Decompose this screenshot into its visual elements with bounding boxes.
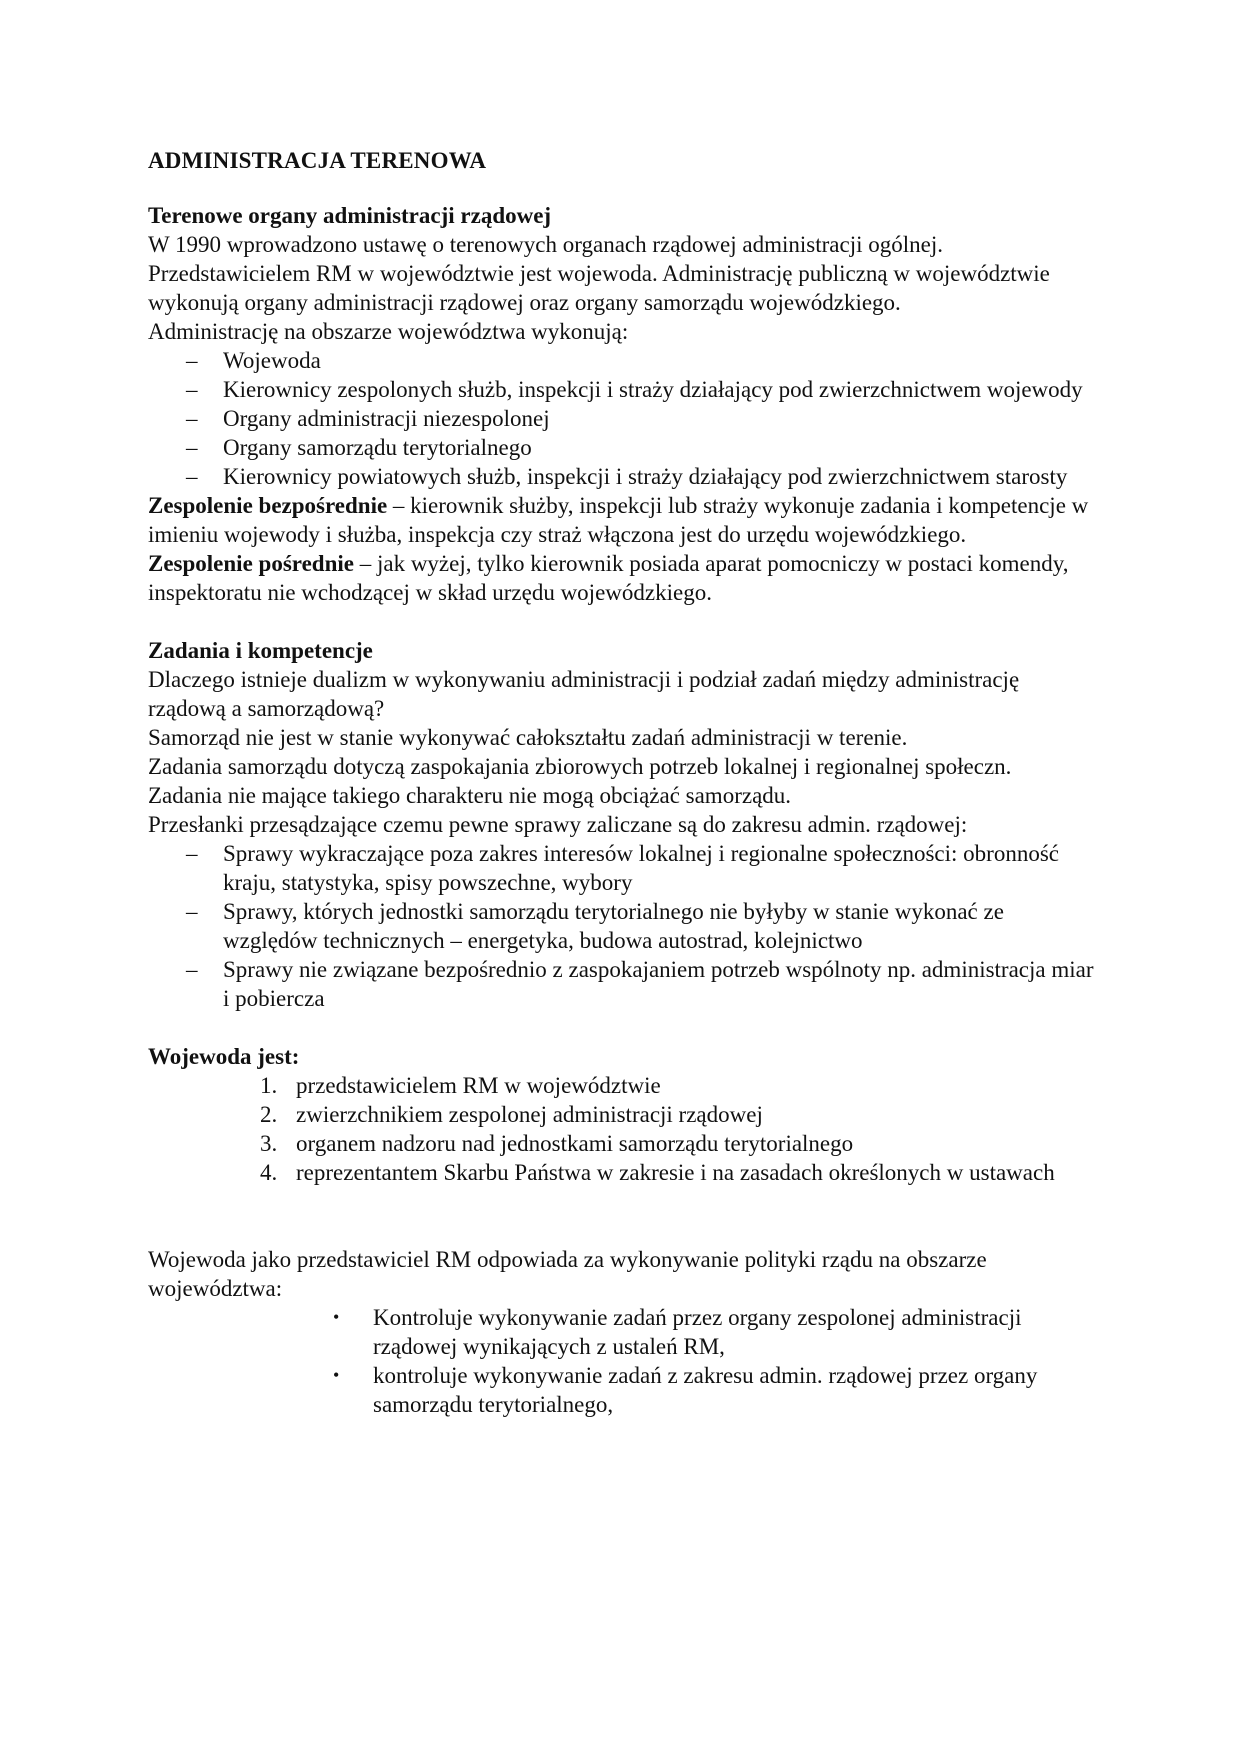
list-number: 2. [260, 1102, 278, 1127]
list-item: 1. przedstawicielem RM w województwie [260, 1073, 661, 1098]
bullet-list-kontrola [148, 1303, 1098, 1419]
dash-marker: – [186, 348, 198, 373]
section-heading-wojewoda: Wojewoda jest: [148, 1044, 300, 1069]
list-number: 3. [260, 1131, 278, 1156]
list-item: – Sprawy nie związane bezpośrednio z zaspokajaniem potrzeb wspólnoty np. administracja miar i pobiercza [186, 957, 1094, 1011]
dash-marker: – [186, 406, 198, 431]
list-item: 2. zwierzchnikiem zespolonej administracji rządowej [260, 1102, 763, 1127]
paragraph: W 1990 wprowadzono ustawę o terenowych organach rządowej administracji ogólnej. [148, 232, 943, 257]
definition-zespolenie-bezposrednie: Zespolenie bezpośrednie – kierownik służby, inspekcji lub straży wykonuje zadania i kompetencje w imieniu wojewody i służba, inspekcja czy straż włączona jest do urzędu wojewódzkiego. [148, 493, 1089, 547]
paragraph: Przedstawicielem RM w województwie jest wojewoda. Administrację publiczną w województwie wykonują organy administracji rządowej oraz organy samorządu wojewódzkiego. [148, 261, 1050, 315]
dash-list-przeslanki [148, 839, 1098, 1013]
list-item: – Wojewoda [186, 348, 321, 373]
list-item: – Sprawy wykraczające poza zakres interesów lokalnej i regionalne społeczności: obronność kraju, statystyka, spisy powszechne, wybory [186, 841, 1059, 895]
list-item: – Kierownicy powiatowych służb, inspekcji i straży działający pod zwierzchnictwem starosty [186, 464, 1068, 489]
dash-list-organy [148, 346, 1098, 491]
bullet-icon: • [333, 1365, 340, 1385]
list-item: • Kontroluje wykonywanie zadań przez organy zespolonej administracji rządowej wynikających z ustaleń RM, [333, 1305, 1022, 1359]
paragraph: Samorząd nie jest w stanie wykonywać całokształtu zadań administracji w terenie. [148, 725, 908, 750]
paragraph: Administrację na obszarze województwa wykonują: [148, 319, 629, 344]
list-item: 4. reprezentantem Skarbu Państwa w zakresie i na zasadach określonych w ustawach [260, 1160, 1055, 1185]
list-number: 1. [260, 1073, 278, 1098]
list-number: 4. [260, 1160, 278, 1185]
list-item: – Organy administracji niezespolonej [186, 406, 550, 431]
list-item: 3. organem nadzoru nad jednostkami samorządu terytorialnego [260, 1131, 854, 1156]
dash-marker: – [186, 377, 198, 402]
dash-marker: – [186, 841, 198, 866]
dash-marker: – [186, 899, 198, 924]
numbered-list-wojewoda [148, 1071, 1098, 1187]
section-heading-zadania: Zadania i kompetencje [148, 638, 373, 663]
dash-marker: – [186, 957, 198, 982]
definition-term: Zespolenie pośrednie [148, 551, 354, 576]
definition-term: Zespolenie bezpośrednie [148, 493, 388, 518]
list-item: – Sprawy, których jednostki samorządu terytorialnego nie byłyby w stanie wykonać ze względów technicznych – energetyka, budowa autostrad, kolejnictwo [186, 899, 1004, 953]
paragraph: Zadania samorządu dotyczą zaspokajania zbiorowych potrzeb lokalnej i regionalnej społeczn. [148, 754, 1012, 779]
paragraph: Dlaczego istnieje dualizm w wykonywaniu administracji i podział zadań między administrację rządową a samorządową? [148, 667, 1020, 721]
definition-zespolenie-posrednie: Zespolenie pośrednie – jak wyżej, tylko kierownik posiada aparat pomocniczy w postaci komendy, inspektoratu nie wchodzącej w skład urzędu wojewódzkiego. [148, 551, 1069, 605]
paragraph: Przesłanki przesądzające czemu pewne sprawy zaliczane są do zakresu admin. rządowej: [148, 812, 968, 837]
list-item: • kontroluje wykonywanie zadań z zakresu admin. rządowej przez organy samorządu terytorialnego, [333, 1363, 1038, 1417]
paragraph: Zadania nie mające takiego charakteru nie mogą obciążać samorządu. [148, 783, 792, 808]
dash-marker: – [186, 435, 198, 460]
list-item: – Organy samorządu terytorialnego [186, 435, 532, 460]
paragraph: Wojewoda jako przedstawiciel RM odpowiada za wykonywanie polityki rządu na obszarze województwa: [148, 1247, 987, 1301]
bullet-icon: • [333, 1307, 340, 1327]
list-item: – Kierownicy zespolonych służb, inspekcji i straży działający pod zwierzchnictwem wojewody [186, 377, 1083, 402]
document-body [148, 146, 1098, 1419]
document-title: ADMINISTRACJA TERENOWA [148, 148, 487, 173]
section-heading-organy: Terenowe organy administracji rządowej [148, 203, 552, 228]
dash-marker: – [186, 464, 198, 489]
